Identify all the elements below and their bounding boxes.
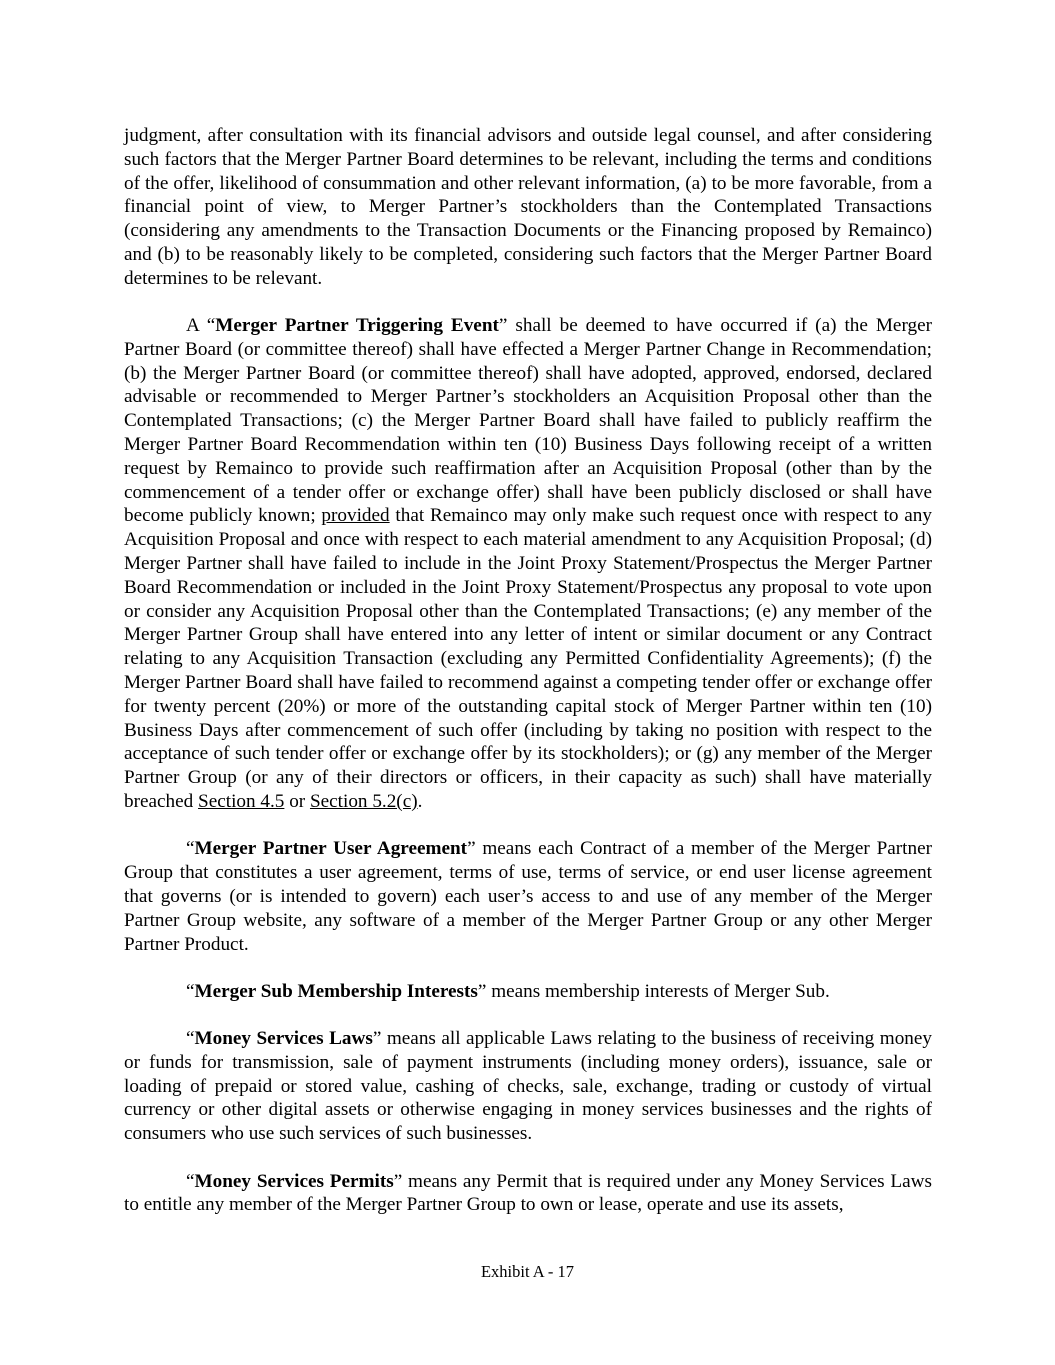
definition-text: . <box>417 791 423 813</box>
defined-term: Merger Partner User Agreement <box>194 838 468 860</box>
definition-text: or <box>284 791 310 813</box>
page-number-label: Exhibit A - 17 <box>480 1262 575 1281</box>
definition-text: ” shall be deemed to have occurred if (a) the Merger Partner Board (or committee thereof) shall have effected a Merger Partner Change in Recommendation; (b) the Merger Partner Board (or committee thereof) shall have adopted, approved, endorsed, declared advisable or recommended to Merger Partner’s stockholders an Acquisition Proposal other than the Contemplated Transactions; (c) the Merger Partner Board shall have failed to publicly reaffirm the Merger Partner Board Recommendation within ten (10) Business Days following receipt of a written request by Remainco to provide such reaffirmation after an Acquisition Proposal (other than by the commencement of a tender offer or exchange offer) shall have been publicly disclosed or shall have become publicly known; <box>124 315 932 527</box>
defined-term: Merger Sub Membership Interests <box>194 980 478 1002</box>
section-reference-link: Section 5.2(c) <box>309 791 418 813</box>
defined-term: Money Services Laws <box>194 1028 373 1050</box>
defined-term: Money Services Permits <box>194 1170 394 1192</box>
quote-open: “ <box>186 1028 195 1050</box>
definition-text: ” means all applicable Laws relating to the business of receiving money or funds for transmission, sale of payment instruments (including money orders), issuance, sale or loading of prepaid or stored value, cashing of checks, sale, exchange, trading or custody of virtual currency or other digital assets or otherwise engaging in money services businesses and the rights of consumers who use such services of such businesses. <box>124 1028 932 1145</box>
definition-merger-partner-triggering-event <box>124 314 932 814</box>
document-page <box>124 124 932 1217</box>
definition-merger-partner-user-agreement <box>124 837 932 956</box>
quote-open: A “ <box>186 315 216 337</box>
paragraph-continuation <box>124 124 932 291</box>
quote-open: “ <box>186 1170 195 1192</box>
definition-text: ” means membership interests of Merger Sub. <box>477 980 830 1002</box>
section-reference-link: Section 4.5 <box>198 791 285 813</box>
page-footer <box>0 1262 1055 1282</box>
definition-money-services-laws <box>124 1027 932 1146</box>
definition-money-services-permits <box>124 1170 932 1218</box>
quote-open: “ <box>186 838 195 860</box>
definition-text: that Remainco may only make such request once with respect to any Acquisition Proposal and once with respect to each material amendment to any Acquisition Proposal; (d) Merger Partner shall have failed to include in the Joint Proxy Statement/Prospectus the Merger Partner Board Recommendation or included in the Joint Proxy Statement/Prospectus any proposal to vote upon or consider any Acquisition Proposal other than the Contemplated Transactions; (e) any member of the Merger Partner Group shall have entered into any letter of intent or similar document or any Contract relating to any Acquisition Transaction (excluding any Permitted Confidentiality Agreements); (f) the Merger Partner Board shall have failed to recommend against a competing tender offer or exchange offer for twenty percent (20%) or more of the outstanding capital stock of Merger Partner within ten (10) Business Days after commencement of such offer (including by taking no position with respect to the acceptance of such tender offer or exchange offer by its stockholders); or (g) any member of the Merger Partner Group (or any of their directors or officers, in their capacity as such) shall have materially breached <box>124 505 932 813</box>
provided-underlined: provided <box>321 505 390 527</box>
quote-open: “ <box>186 980 195 1002</box>
defined-term: Merger Partner Triggering Event <box>215 315 499 337</box>
paragraph-text: judgment, after consultation with its financial advisors and outside legal counsel, and after considering such factors that the Merger Partner Board determines to be relevant, including the terms and conditions of the offer, likelihood of consummation and other relevant information, (a) to be more favorable, from a financial point of view, to Merger Partner’s stockholders than the Contemplated Transactions (considering any amendments to the Transaction Documents or the Financing proposed by Remainco) and (b) to be reasonably likely to be completed, considering such factors that the Merger Partner Board determines to be relevant. <box>124 125 932 289</box>
definition-merger-sub-membership-interests <box>124 980 932 1004</box>
definition-text: ” means any Permit that is required under any Money Services Laws to entitle any member of the Merger Partner Group to own or lease, operate and use its assets, <box>124 1170 932 1216</box>
definition-text: ” means each Contract of a member of the Merger Partner Group that constitutes a user agreement, terms of use, terms of service, or end user license agreement that governs (or is intended to govern) each user’s access to and use of any member of the Merger Partner Group website, any software of a member of the Merger Partner Group or any other Merger Partner Product. <box>124 838 932 955</box>
